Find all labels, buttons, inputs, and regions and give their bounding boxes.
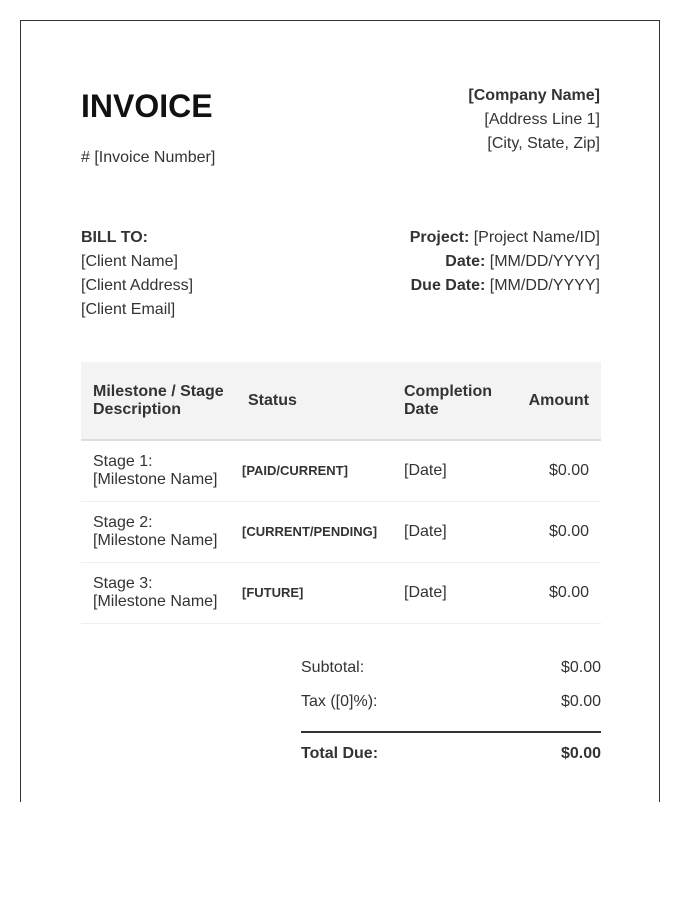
- invoice-title: INVOICE: [81, 88, 213, 124]
- row-status: [FUTURE]: [236, 562, 392, 623]
- row-date: [Date]: [392, 562, 507, 623]
- header-description: Milestone / Stage Description: [81, 362, 236, 440]
- subtotal-row: [301, 651, 601, 685]
- bill-to-section: [81, 226, 193, 322]
- due-date-value: [MM/DD/YYYY]: [489, 277, 600, 294]
- invoice-number: # [Invoice Number]: [81, 149, 216, 166]
- row-description: [81, 562, 236, 623]
- row-stage: Stage 1:: [93, 452, 153, 470]
- project-line: [410, 226, 600, 250]
- milestone-table: [81, 362, 601, 624]
- table-row: [81, 501, 601, 562]
- header-status: Status: [236, 362, 392, 440]
- date-line: [410, 250, 600, 274]
- tax-value: $0.00: [560, 693, 601, 710]
- totals-section: [301, 651, 601, 773]
- tax-row: [301, 685, 601, 719]
- row-stage: Stage 3:: [93, 574, 153, 592]
- project-value: [Project Name/ID]: [473, 229, 600, 246]
- row-stage: Stage 2:: [93, 513, 153, 531]
- row-milestone-name: [Milestone Name]: [93, 470, 218, 488]
- subtotal-value: $0.00: [560, 659, 601, 676]
- subtotal-label: Subtotal:: [301, 659, 365, 676]
- row-description: [81, 501, 236, 562]
- row-date: [Date]: [392, 501, 507, 562]
- row-amount: $0.00: [507, 501, 601, 562]
- company-city-state-zip: [City, State, Zip]: [487, 135, 600, 152]
- company-address-line-1: [Address Line 1]: [484, 111, 600, 128]
- invoice-page: [20, 20, 660, 802]
- client-address: [Client Address]: [81, 277, 194, 294]
- header-completion-date: Completion Date: [392, 362, 507, 440]
- total-due-row: [301, 731, 601, 773]
- client-name: [Client Name]: [81, 253, 178, 270]
- date-value: [MM/DD/YYYY]: [489, 253, 600, 270]
- row-date: [Date]: [392, 440, 507, 501]
- total-due-value: $0.00: [560, 745, 601, 762]
- bill-to-heading: BILL TO:: [81, 229, 148, 246]
- due-date-line: [410, 274, 600, 298]
- row-milestone-name: [Milestone Name]: [93, 531, 218, 549]
- row-status: [CURRENT/PENDING]: [236, 501, 392, 562]
- date-label: Date:: [445, 253, 486, 270]
- row-description: [81, 440, 236, 501]
- table-row: [81, 440, 601, 501]
- table-row: [81, 562, 601, 623]
- client-email: [Client Email]: [81, 301, 176, 318]
- table-header-row: [81, 362, 601, 440]
- row-status: [PAID/CURRENT]: [236, 440, 392, 501]
- due-date-label: Due Date:: [410, 277, 486, 294]
- tax-label: Tax ([0]%):: [301, 693, 378, 710]
- total-due-label: Total Due:: [301, 745, 379, 762]
- row-milestone-name: [Milestone Name]: [93, 592, 218, 610]
- company-info: [468, 84, 600, 156]
- project-label: Project:: [409, 229, 470, 246]
- row-amount: $0.00: [507, 562, 601, 623]
- row-amount: $0.00: [507, 440, 601, 501]
- header-amount: Amount: [507, 362, 601, 440]
- company-name: [Company Name]: [468, 87, 600, 104]
- invoice-meta: [410, 226, 600, 298]
